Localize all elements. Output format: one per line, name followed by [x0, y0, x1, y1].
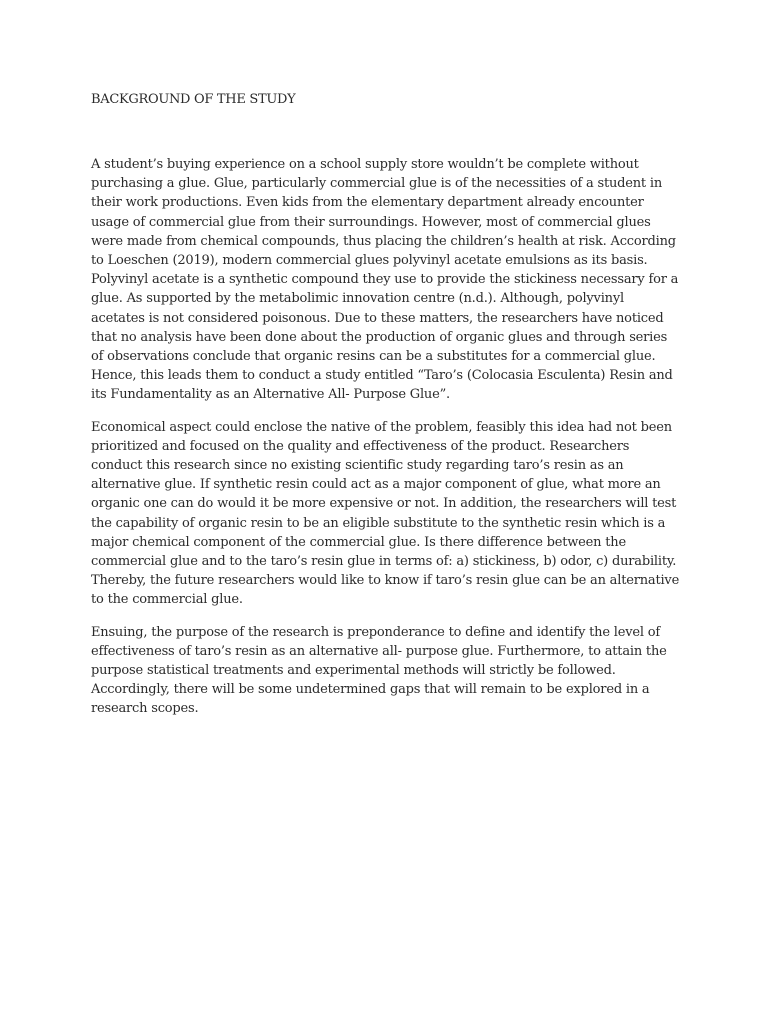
paragraph-intro: A student’s buying experience on a school supply store wouldn’t be complete without purchasing a glue. Glue, particularly commercial glue is of the necessities of a student in their work productions. Even kids from the elementary department already encounter usage of commercial glue from their surroundings. However, most of commercial glues were made from chemical compounds, thus placing the children’s health at risk. According to Loeschen (2019), modern commercial glues polyvinyl acetate emulsions as its basis. Polyvinyl acetate is a synthetic compound they use to provide the stickiness necessary for a glue. As supported by the metabolimic innovation centre (n.d.). Although, polyvinyl acetates is not considered poisonous. Due to these matters, the researchers have noticed that no analysis have been done about the production of organic glues and through series of observations conclude that organic resins can be a substitutes for a commercial glue. Hence, this leads them to conduct a study entitled “Taro’s (Colocasia Esculenta) Resin and its Fundamentality as an Alternative All- Purpose Glue”. [91, 157, 679, 403]
paragraph-purpose: Ensuing, the purpose of the research is preponderance to define and identify the level of effectiveness of taro’s resin as an alternative all- purpose glue. Furthermore, to attain the purpose statistical treatments and experimental methods will strictly be followed. Accordingly, there will be some undetermined gaps that will remain to be explored in a research scopes. [91, 624, 667, 717]
paragraph-economical-aspect: Economical aspect could enclose the native of the problem, feasibly this idea had not been prioritized and focused on the quality and effectiveness of the product. Researchers conduct this research since no existing scientific study regarding taro’s resin as an alternative glue. If synthetic resin could act as a major component of glue, what more an organic one can do would it be more expensive or not. In addition, the researchers will test the capability of organic resin to be an eligible substitute to the synthetic resin which is a major chemical component of the commercial glue. Is there difference between the commercial glue and to the taro’s resin glue in terms of: a) stickiness, b) odor, c) durability. Thereby, the future researchers would like to know if taro’s resin glue can be an alternative to the commercial glue. [91, 419, 680, 608]
section-heading: BACKGROUND OF THE STUDY [91, 92, 296, 107]
document-body [91, 92, 681, 732]
